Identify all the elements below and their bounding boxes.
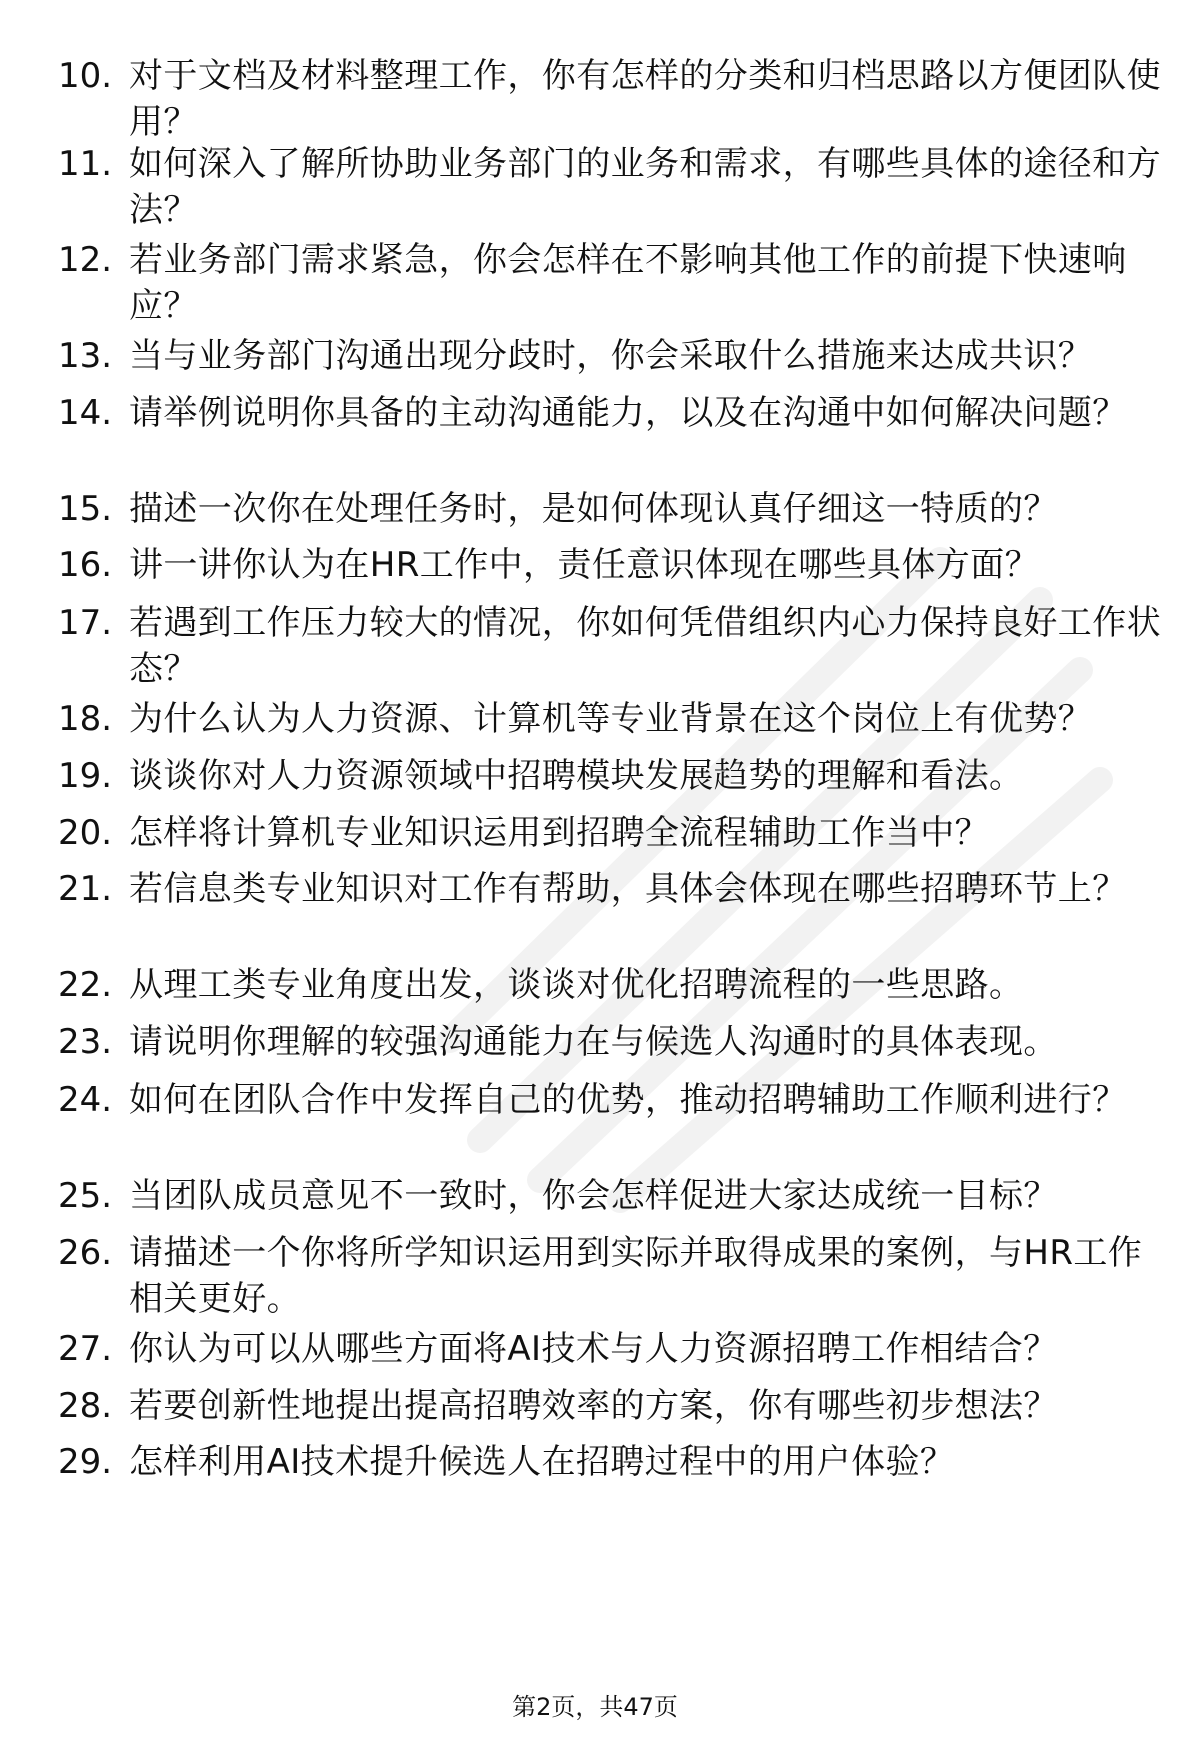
question-number: 20. bbox=[58, 813, 113, 853]
question-text: 当团队成员意见不一致时，你会怎样促进大家达成统一目标？ bbox=[129, 1176, 1058, 1216]
question-number: 17. bbox=[58, 603, 113, 643]
question-text: 讲一讲你认为在HR工作中，责任意识体现在哪些具体方面？ bbox=[129, 545, 1039, 585]
question-number: 27. bbox=[58, 1329, 113, 1369]
question-number: 19. bbox=[58, 756, 113, 796]
question-number: 23. bbox=[58, 1022, 113, 1062]
question-number: 11. bbox=[58, 144, 113, 184]
question-text: 为什么认为人力资源、计算机等专业背景在这个岗位上有优势？ bbox=[129, 699, 1093, 739]
question-text: 如何在团队合作中发挥自己的优势，推动招聘辅助工作顺利进行？ bbox=[129, 1080, 1127, 1120]
question-text: 如何深入了解所协助业务部门的业务和需求，有哪些具体的途径和方法？ bbox=[129, 144, 1161, 230]
question-number: 10. bbox=[58, 56, 113, 96]
question-text: 请描述一个你将所学知识运用到实际并取得成果的案例，与HR工作相关更好。 bbox=[129, 1233, 1143, 1319]
question-text: 请说明你理解的较强沟通能力在与候选人沟通时的具体表现。 bbox=[129, 1022, 1058, 1062]
question-text: 若业务部门需求紧急，你会怎样在不影响其他工作的前提下快速响应？ bbox=[129, 240, 1127, 326]
question-text: 你认为可以从哪些方面将AI技术与人力资源招聘工作相结合？ bbox=[129, 1329, 1058, 1369]
question-number: 16. bbox=[58, 545, 113, 585]
question-text: 若信息类专业知识对工作有帮助，具体会体现在哪些招聘环节上？ bbox=[129, 869, 1127, 909]
question-text: 怎样将计算机专业知识运用到招聘全流程辅助工作当中？ bbox=[129, 813, 989, 853]
question-number: 29. bbox=[58, 1442, 113, 1482]
question-number: 14. bbox=[58, 393, 113, 433]
question-number: 22. bbox=[58, 965, 113, 1005]
question-text: 若遇到工作压力较大的情况，你如何凭借组织内心力保持良好工作状态？ bbox=[129, 603, 1161, 689]
question-number: 26. bbox=[58, 1233, 113, 1273]
question-text: 对于文档及材料整理工作，你有怎样的分类和归档思路以方便团队使用？ bbox=[129, 56, 1161, 142]
question-number: 18. bbox=[58, 699, 113, 739]
question-text: 谈谈你对人力资源领域中招聘模块发展趋势的理解和看法。 bbox=[129, 756, 1024, 796]
question-number: 21. bbox=[58, 869, 113, 909]
question-text: 怎样利用AI技术提升候选人在招聘过程中的用户体验？ bbox=[129, 1442, 955, 1482]
question-text: 描述一次你在处理任务时，是如何体现认真仔细这一特质的？ bbox=[129, 489, 1058, 529]
question-number: 28. bbox=[58, 1386, 113, 1426]
question-number: 24. bbox=[58, 1080, 113, 1120]
page-footer: 第2页，共47页 bbox=[512, 1693, 678, 1721]
question-text: 从理工类专业角度出发，谈谈对优化招聘流程的一些思路。 bbox=[129, 965, 1024, 1005]
question-text: 请举例说明你具备的主动沟通能力，以及在沟通中如何解决问题？ bbox=[129, 393, 1127, 433]
question-number: 12. bbox=[58, 240, 113, 280]
question-text: 当与业务部门沟通出现分歧时，你会采取什么措施来达成共识？ bbox=[129, 336, 1093, 376]
question-text: 若要创新性地提出提高招聘效率的方案，你有哪些初步想法？ bbox=[129, 1386, 1058, 1426]
question-number: 25. bbox=[58, 1176, 113, 1216]
question-number: 15. bbox=[58, 489, 113, 529]
question-number: 13. bbox=[58, 336, 113, 376]
